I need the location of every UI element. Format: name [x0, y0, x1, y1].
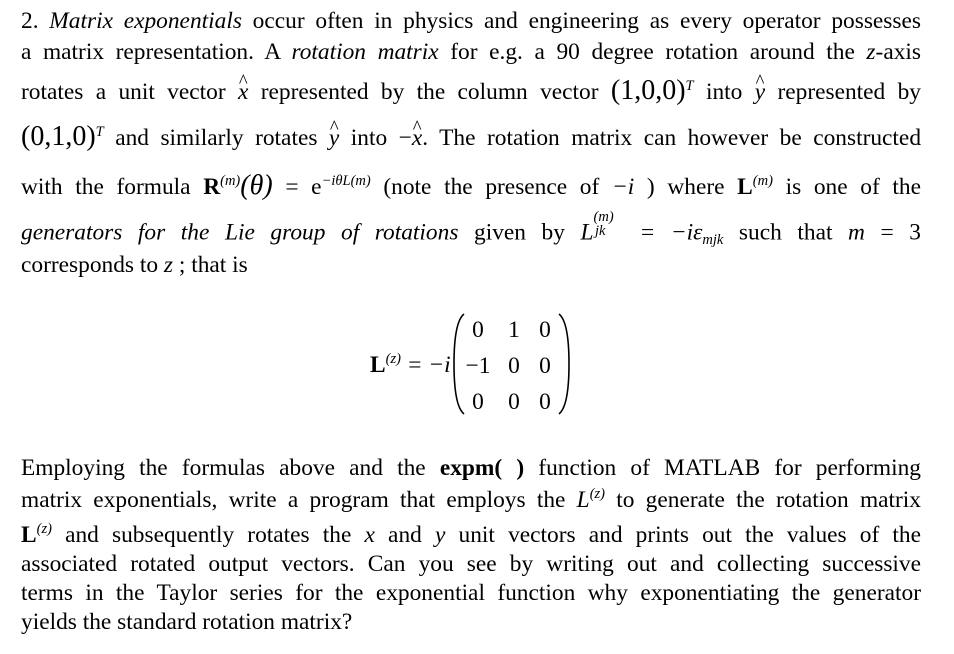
problem-number: 2.	[21, 8, 50, 34]
p1-line-3-a: rotates a unit vector	[21, 79, 238, 105]
p1-line-3-b: represented by the column vector	[248, 79, 611, 105]
p1-line-5-d: is one of the	[772, 174, 922, 200]
p2-line-5: terms in the Taylor series for the exponential function why exponentiating the generator	[21, 580, 921, 606]
x-hat-symbol: ^ x	[238, 81, 248, 104]
exponent: −iθL	[321, 173, 351, 190]
p2-line-2-a: matrix exponentials, write a program that employs the	[21, 487, 577, 513]
exponent-m: (m)	[350, 173, 371, 190]
m-variable: m	[848, 219, 865, 246]
subscript-jk: jk	[594, 222, 606, 239]
term-rotation-matrix: rotation matrix	[291, 39, 439, 65]
p2-line-3-a: and subsequently rotates the	[51, 522, 365, 548]
matrix-cell: 0	[508, 389, 520, 415]
theta-argument: (θ)	[240, 170, 273, 201]
p1-line-5-b: (note the presence of	[370, 174, 612, 200]
p2-line-3-b: and	[374, 522, 435, 548]
p1-line-5-a: with the formula	[21, 174, 204, 200]
matrix-cell: 0	[539, 317, 551, 343]
matrix-cell: 1	[508, 317, 520, 343]
x-hat-symbol: ^ x	[412, 127, 422, 150]
superscript-m: (m)	[752, 173, 773, 190]
p1-line-4-b: into	[339, 125, 399, 151]
p1-line-1-text: occur often in physics and engineering as every operator possesses	[241, 8, 921, 34]
p1-line-7-a: corresponds to	[21, 252, 164, 278]
p2-line-1-b: function of MATLAB for performing	[524, 455, 921, 481]
p1-line-7-b: ; that is	[173, 252, 248, 278]
p2-line-3	[21, 521, 921, 548]
p1-line-2-c: -axis	[875, 39, 921, 65]
superscript-z: (z)	[385, 351, 401, 368]
minus-i: −i	[611, 174, 635, 200]
matrix-cell: 0	[472, 389, 484, 415]
matrix-cell: 0	[472, 317, 484, 343]
rotation-R-symbol: R	[203, 174, 221, 200]
y-hat-symbol: ^ y	[329, 127, 339, 150]
generator-L-element: L	[580, 219, 594, 246]
p1-line-4	[21, 123, 921, 151]
p2-line-1-a: Employing the formulas above and the	[21, 455, 440, 481]
p1-line-5	[21, 172, 921, 200]
matrix-cell: 0	[539, 353, 551, 379]
matrix-cell: 0	[508, 353, 520, 379]
matrix-cell: 0	[539, 389, 551, 415]
p1-line-4-c: . The rotation matrix can however be constructed	[422, 125, 922, 151]
transpose-symbol: T	[95, 124, 104, 141]
p1-line-3-c: into	[693, 79, 755, 105]
p1-line-6-c: such that	[723, 219, 849, 246]
term-lie-group-generators: generators for the Lie group of rotations	[21, 219, 459, 246]
p1-line-6-b: given by	[458, 219, 581, 246]
generator-L-symbol: L	[737, 174, 753, 200]
p2-line-1	[21, 457, 921, 480]
p1-line-3-d: represented by	[765, 79, 922, 105]
superscript-m: (m)	[593, 209, 614, 226]
p1-line-6	[21, 209, 922, 248]
superscript-z: (z)	[36, 521, 52, 538]
column-vector-y: (0,1,0)	[21, 121, 96, 152]
p1-line-2	[21, 41, 921, 64]
equals-3: = 3	[864, 219, 922, 246]
equals-minus-i-epsilon: = −iε	[623, 219, 703, 246]
p2-line-2-b: to generate the rotation matrix	[605, 487, 921, 513]
p1-line-1	[21, 10, 921, 33]
superscript-z: (z)	[589, 486, 605, 503]
p1-line-3	[21, 77, 921, 105]
p2-line-3-c: unit vectors and prints out the values of the	[445, 522, 921, 548]
p2-line-2	[21, 486, 921, 513]
p1-line-2-b: for e.g. a 90 degree rotation around the	[438, 39, 867, 65]
p1-line-2-a: a matrix representation. A	[21, 39, 292, 65]
superscript-m: (m)	[220, 173, 241, 190]
p1-line-4-a: and similarly rotates	[103, 125, 329, 151]
z-axis-symbol: z	[866, 39, 876, 65]
equals-minus-i: = −i	[400, 352, 451, 378]
term-matrix-exponentials: Matrix exponentials	[49, 8, 242, 34]
matrix-cell: −1	[465, 353, 491, 379]
p2-line-6: yields the standard rotation matrix?	[21, 609, 353, 635]
transpose-symbol: T	[685, 78, 694, 95]
y-symbol: y	[434, 522, 446, 548]
generator-L-symbol: L	[576, 487, 590, 513]
generator-L-symbol: L	[21, 522, 37, 548]
column-vector-x: (1,0,0)	[610, 75, 686, 106]
minus-sign: −	[398, 125, 412, 151]
z-symbol: z	[163, 252, 174, 278]
subscript-mjk: mjk	[702, 231, 724, 248]
L-indices	[593, 209, 624, 239]
matrix-label	[370, 352, 451, 379]
L-symbol: L	[370, 352, 386, 378]
equals-e: = e	[272, 174, 322, 200]
p2-line-4: associated rotated output vectors. Can you see by writing out and collecting successive	[21, 551, 921, 577]
expm-function: expm( )	[439, 455, 525, 481]
x-symbol: x	[364, 522, 375, 548]
p1-line-5-c: ) where	[634, 174, 738, 200]
p1-line-7	[21, 254, 921, 277]
y-hat-symbol: ^ y	[755, 81, 765, 104]
